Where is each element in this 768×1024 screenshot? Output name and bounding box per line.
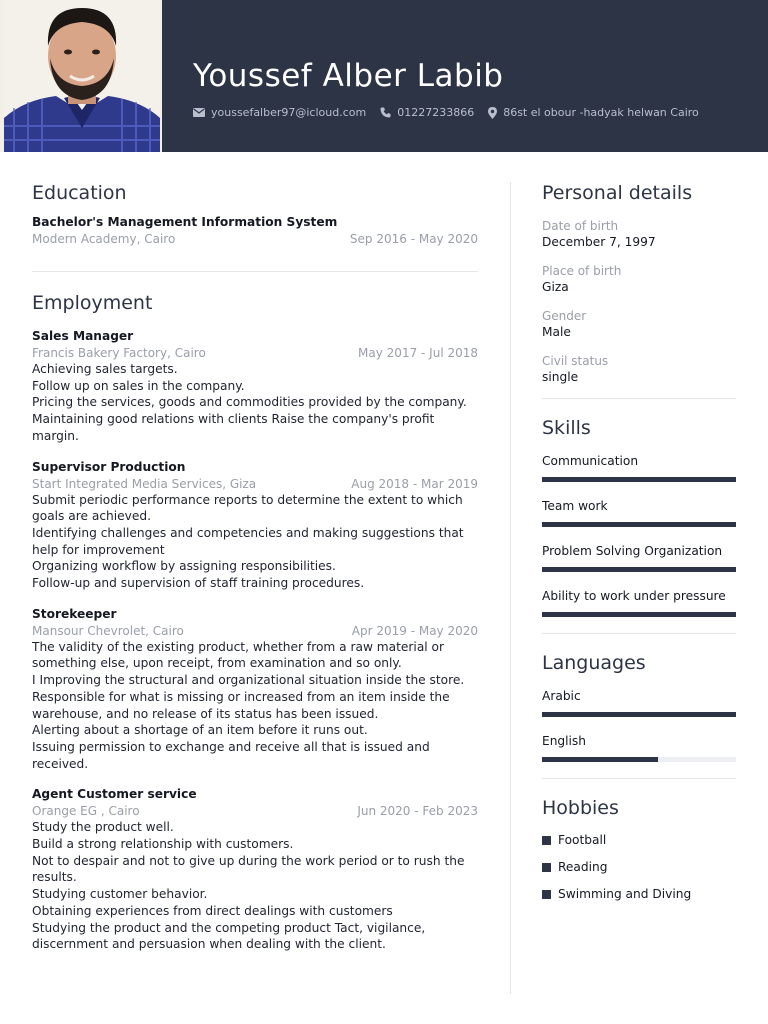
language-level-fill [542, 757, 658, 762]
section-divider [542, 778, 736, 779]
skill-label: Problem Solving Organization [542, 544, 723, 558]
phone-text: 01227233866 [397, 106, 475, 119]
language-item [542, 688, 736, 717]
education-item [32, 214, 478, 247]
hobbies-section [542, 797, 736, 901]
contact-bar [193, 106, 713, 119]
profile-photo [0, 0, 162, 152]
job-dates: Apr 2019 - May 2020 [351, 623, 478, 638]
job-description: Study the product well. Build a strong relationship with customers. Not to despair and not to give up during the work period or to rush the results. Studying customer behavior. Obtaining experiences from direct dealings with customers Studying the product and the competing product Tact, vigilance, discernment and persuasion when dealing with the client. [32, 820, 465, 952]
employment-section [32, 292, 478, 953]
languages-section [542, 652, 736, 762]
job-item [32, 786, 478, 953]
hobbies-heading: Hobbies [542, 797, 619, 819]
personal-field [542, 218, 736, 251]
skill-level-bar [542, 522, 736, 527]
section-divider [32, 271, 478, 272]
skill-level-bar [542, 477, 736, 482]
field-label: Gender [542, 309, 587, 323]
field-value: Giza [542, 280, 569, 294]
education-dates: Sep 2016 - May 2020 [349, 232, 478, 246]
skill-level-fill [542, 567, 736, 572]
language-level-fill [542, 712, 736, 717]
skill-label: Team work [542, 499, 608, 513]
employment-heading: Employment [32, 292, 153, 314]
field-label: Civil status [542, 354, 609, 368]
job-description: Submit periodic performance reports to determine the extent to which goals are achieved. Identifying challenges and competencies and making suggestions that help for improvement Organizing workflow by assigning responsibilities. Follow-up and supervision of staff training procedures. [32, 492, 464, 591]
job-item [32, 328, 478, 445]
skill-label: Ability to work under pressure [542, 589, 726, 603]
square-bullet-icon [542, 890, 551, 899]
language-item [542, 733, 736, 762]
job-meta [32, 623, 478, 639]
header [0, 0, 768, 152]
job-dates: Aug 2018 - Mar 2019 [351, 476, 478, 491]
contact-email[interactable] [193, 106, 366, 119]
address-text: 86st el obour -hadyak helwan Cairo [503, 106, 699, 119]
job-item [32, 606, 478, 773]
skill-level-bar [542, 567, 736, 572]
hobby-item [542, 860, 736, 874]
skill-level-fill [542, 612, 736, 617]
language-level-bar [542, 712, 736, 717]
job-item [32, 459, 478, 592]
job-dates: Jun 2020 - Feb 2023 [357, 804, 478, 819]
contact-address [488, 106, 699, 119]
skills-section [542, 417, 736, 617]
candidate-name: Youssef Alber Labib [193, 58, 504, 94]
job-employer: Francis Bakery Factory, Cairo [32, 346, 206, 360]
job-title: Supervisor Production [32, 459, 186, 474]
field-label: Place of birth [542, 264, 622, 278]
job-employer: Start Integrated Media Services, Giza [32, 476, 257, 491]
email-icon [193, 108, 205, 117]
skill-label: Communication [542, 454, 639, 468]
job-description: Achieving sales targets. Follow up on sales in the company. Pricing the services, goods and commodities provided by the company. Maintaining good relations with clients Raise the company's profit margin. [32, 362, 467, 443]
job-meta [32, 476, 478, 492]
skills-heading: Skills [542, 417, 591, 439]
hobby-label: Swimming and Diving [558, 887, 692, 901]
job-title: Agent Customer service [32, 787, 197, 802]
job-dates: May 2017 - Jul 2018 [358, 346, 478, 360]
sidebar [542, 182, 736, 914]
email-text: youssefalber97@icloud.com [211, 106, 367, 119]
skill-item [542, 453, 736, 482]
section-divider [542, 398, 736, 399]
personal-details-heading: Personal details [542, 182, 693, 204]
education-meta [32, 231, 478, 247]
square-bullet-icon [542, 863, 551, 872]
language-label: Arabic [542, 689, 581, 703]
job-title: Storekeeper [32, 606, 117, 621]
phone-icon [380, 107, 391, 118]
personal-field [542, 353, 736, 386]
hobby-item [542, 833, 736, 847]
skill-level-bar [542, 612, 736, 617]
education-section [32, 182, 478, 247]
contact-phone[interactable] [380, 106, 474, 119]
job-employer: Orange EG , Cairo [32, 804, 140, 819]
personal-field [542, 263, 736, 296]
field-label: Date of birth [542, 219, 619, 233]
education-heading: Education [32, 182, 127, 204]
job-description: The validity of the existing product, whether from a raw material or something else, upon receipt, from examination and so only. I Improving the structural and organizational situation inside the store. Responsible for what is missing or increased from an item inside the warehouse, and no release of its status has been issued. Alerting about a shortage of an item before it runs out. Issuing permission to exchange and receive all that is issued and received. [32, 639, 465, 771]
main-column [32, 182, 478, 967]
skill-item [542, 543, 736, 572]
degree-title: Bachelor's Management Information System [32, 215, 338, 229]
personal-details-section [542, 182, 736, 386]
field-value: December 7, 1997 [542, 235, 656, 249]
job-meta [32, 345, 478, 361]
school-name: Modern Academy, Cairo [32, 232, 176, 246]
skill-item [542, 588, 736, 617]
square-bullet-icon [542, 836, 551, 845]
hobby-item [542, 887, 736, 901]
field-value: single [542, 370, 579, 384]
languages-heading: Languages [542, 652, 646, 674]
hobby-label: Reading [558, 860, 608, 874]
field-value: Male [542, 325, 571, 339]
column-divider [510, 182, 511, 994]
skill-level-fill [542, 522, 736, 527]
job-meta [32, 803, 478, 819]
hobby-label: Football [558, 833, 607, 847]
job-title: Sales Manager [32, 329, 134, 343]
language-label: English [542, 734, 587, 748]
location-pin-icon [488, 107, 497, 119]
job-employer: Mansour Chevrolet, Cairo [32, 623, 184, 638]
skill-item [542, 498, 736, 527]
skill-level-fill [542, 477, 736, 482]
section-divider [542, 633, 736, 634]
personal-field [542, 308, 736, 341]
language-level-bar [542, 757, 736, 762]
